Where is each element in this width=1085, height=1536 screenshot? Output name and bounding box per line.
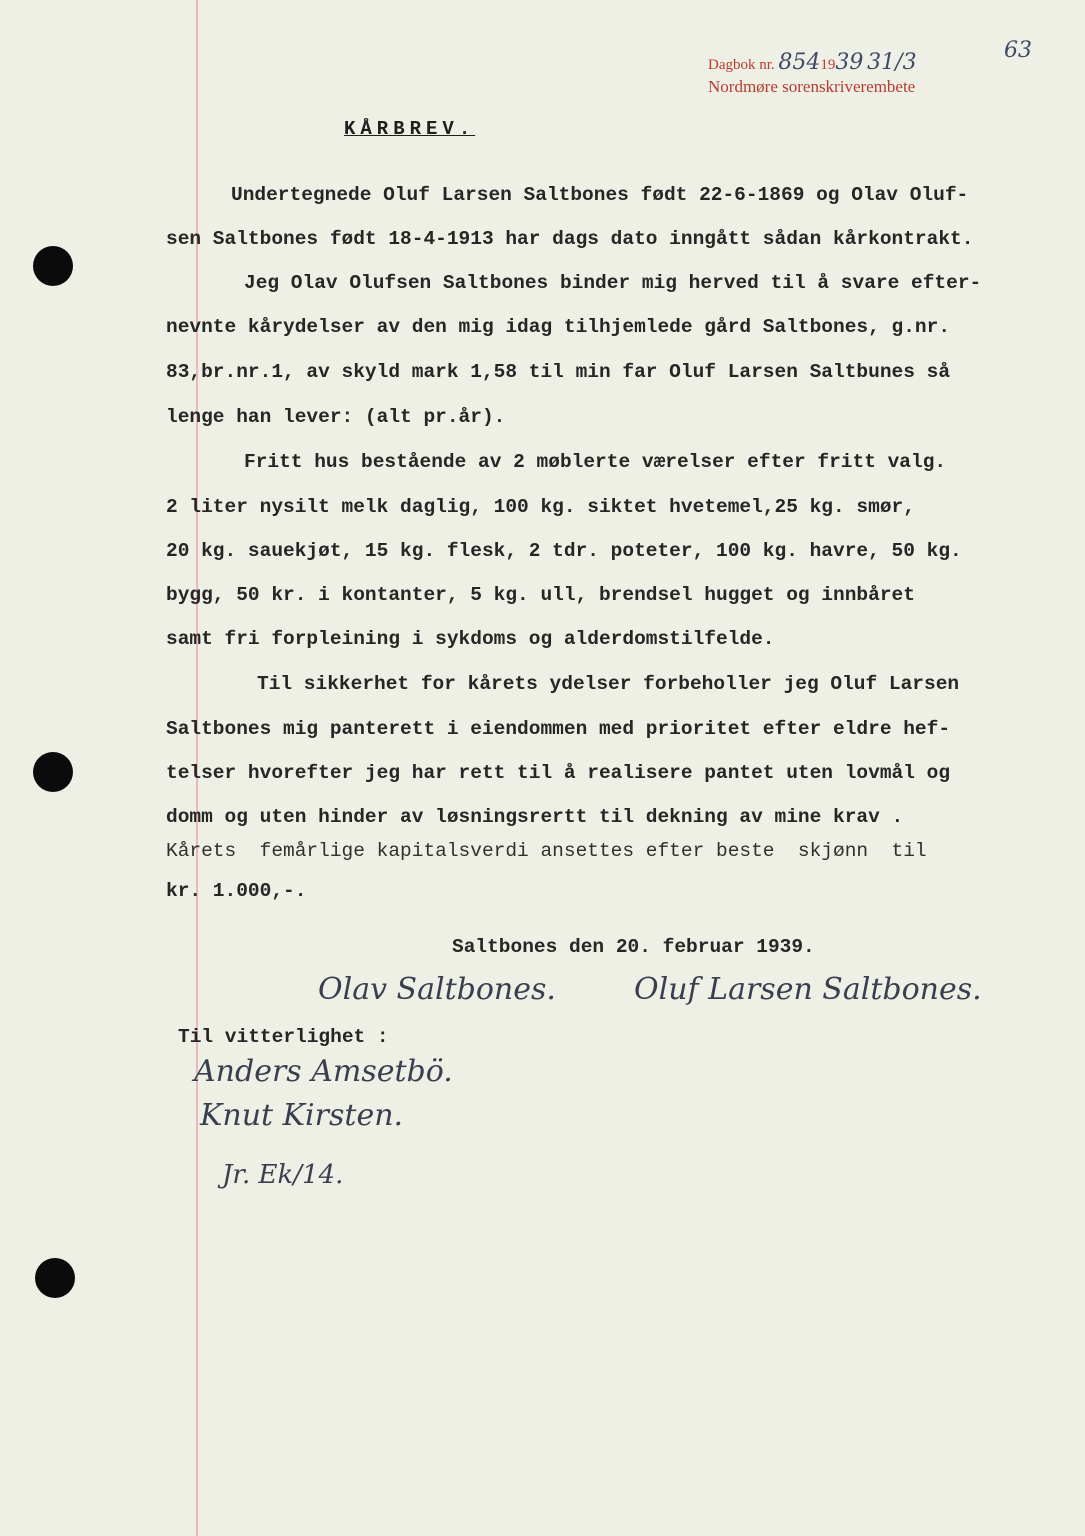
body-line: sen Saltbones født 18-4-1913 har dags dato inngått sådan kårkontrakt. xyxy=(166,228,974,250)
stamp-number: 854 xyxy=(778,50,821,75)
body-line: domm og uten hinder av løsningsrertt til dekning av mine krav . xyxy=(166,806,904,828)
body-line: Til sikkerhet for kårets ydelser forbeholler jeg Oluf Larsen xyxy=(257,673,960,695)
stamp-label: Dagbok nr. xyxy=(708,57,775,73)
witness-signature-2: Knut Kirsten. xyxy=(200,1098,404,1133)
punch-hole-top xyxy=(33,246,73,286)
signature-olav: Olav Saltbones. xyxy=(318,972,556,1007)
body-line: telser hvorefter jeg har rett til å realisere pantet uten lovmål og xyxy=(166,762,951,784)
punch-hole-bottom xyxy=(35,1258,75,1298)
body-line: 20 kg. sauekjøt, 15 kg. flesk, 2 tdr. poteter, 100 kg. havre, 50 kg. xyxy=(166,540,962,562)
document-title: KÅRBREV. xyxy=(344,118,476,140)
witness-signature-1: Anders Amsetbö. xyxy=(194,1054,453,1089)
stamp-year-prefix: 19 xyxy=(820,57,836,73)
page-number: 63 xyxy=(1004,38,1032,63)
body-line: Saltbones mig panterett i eiendommen med prioritet efter eldre hef- xyxy=(166,718,951,740)
body-line: samt fri forpleining i sykdoms og alderdomstilfelde. xyxy=(166,628,775,650)
body-line: Jeg Olav Olufsen Saltbones binder mig herved til å svare efter- xyxy=(244,272,982,294)
registry-note: Jr. Ek/14. xyxy=(222,1160,344,1190)
stamp-year: 39 xyxy=(835,50,864,75)
body-line: Kårets femårlige kapitalsverdi ansettes efter beste skjønn til xyxy=(166,840,927,862)
body-line: 83,br.nr.1, av skyld mark 1,58 til min far Oluf Larsen Saltbunes så xyxy=(166,361,951,383)
place-date: Saltbones den 20. februar 1939. xyxy=(452,936,815,958)
witness-label: Til vitterlighet : xyxy=(178,1026,389,1048)
punch-hole-middle xyxy=(33,752,73,792)
body-line: Undertegnede Oluf Larsen Saltbones født 22-6-1869 og Olav Oluf- xyxy=(231,184,969,206)
body-line: 2 liter nysilt melk daglig, 100 kg. siktet hvetemel,25 kg. smør, xyxy=(166,496,915,518)
body-line: bygg, 50 kr. i kontanter, 5 kg. ull, brendsel hugget og innbåret xyxy=(166,584,915,606)
body-line: lenge han lever: (alt pr.år). xyxy=(166,406,506,428)
body-line: Fritt hus bestående av 2 møblerte værelser efter fritt valg. xyxy=(244,451,947,473)
signature-oluf: Oluf Larsen Saltbones. xyxy=(634,972,982,1007)
stamp-office: Nordmøre sorenskriverembete xyxy=(708,77,916,96)
stamp-date: 31/3 xyxy=(867,50,917,75)
body-line: kr. 1.000,-. xyxy=(166,880,307,902)
body-line: nevnte kårydelser av den mig idag tilhjemlede gård Saltbones, g.nr. xyxy=(166,316,951,338)
registry-stamp xyxy=(708,50,917,97)
